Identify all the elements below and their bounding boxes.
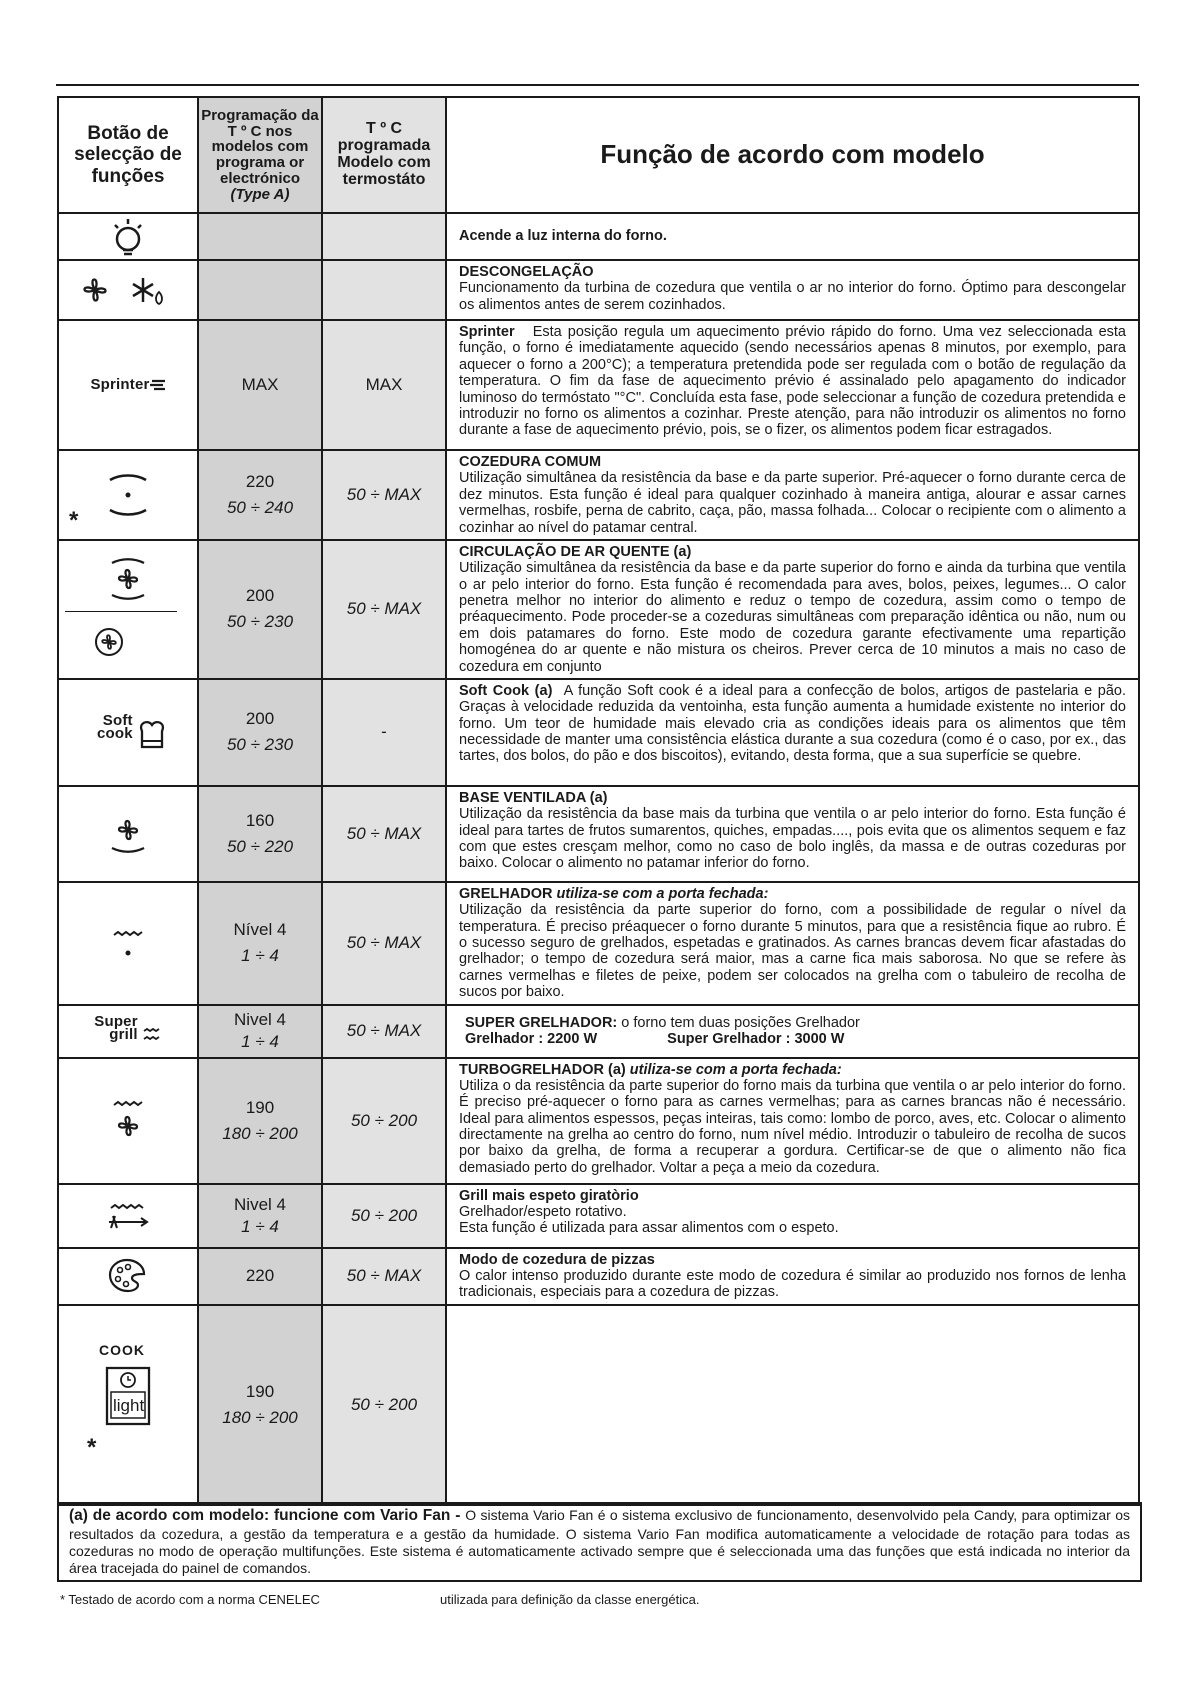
table-row: [58, 213, 1139, 260]
table-row: [58, 786, 1139, 882]
prog-temp: 200 50 ÷ 230: [198, 540, 322, 679]
prog-temp: 160 50 ÷ 220: [198, 786, 322, 882]
function-description: TURBOGRELHADOR (a) utiliza-se com a porta fechada: Utiliza o da resistência da parte superior do forno mais da turbina que ventila o ar pelo interior do forno. É preciso pré-aquecer o forno para as carnes vermelhas; para as carnes brancas não é necessário. Ideal para alimentos espessos, peças inteiras, tais como: lombo de porco, aves, etc. Colocar o alimento directamente na grelha ao centro do forno, num nível médio. Introduzir o tabuleiro de recolha de sucos por baixo da grelha, de forma a recuperar a gordura. Certificar-se de que o alimento não fica demasiado perto do grelhador. Voltar a peça a meio da cozedura.: [446, 1058, 1139, 1184]
thermo-temp: 50 ÷ 200: [322, 1184, 446, 1248]
prog-temp: [198, 260, 322, 320]
function-description: GRELHADOR utiliza-se com a porta fechada: Utilização da resistência da parte superior do forno, com a possibilidade de regular o nível da temperatura. É preciso préaquecer o forno durante 5 minutos, para que a resistência fique ao rubro. É o sucesso seguro de grelhados, espetadas e gratinados. As carnes brancas devem ficar afastadas do grelhador; o tempo de cozedura será maior, mas a carne fica mais saborosa. No que se refere às carnes vermelhas e filetes de peixe, podem ser colocados na grelha com o tabuleiro de recolha de sucos por baixo.: [446, 882, 1139, 1005]
fan-bottom-icon: [58, 786, 198, 882]
cenelec-note: * Testado de acordo com a norma CENELEC: [60, 1592, 320, 1607]
function-description: Modo de cozedura de pizzas O calor intenso produzido durante este modo de cozedura é similar ao produzido nos fornos de lenha tradicionais, especiais para a cozedura de pizzas.: [446, 1248, 1139, 1305]
thermo-temp: 50 ÷ MAX: [322, 1005, 446, 1058]
header-selector: Botão de selecção de funções: [58, 97, 198, 213]
function-description: Soft Cook (a) A função Soft cook é a ideal para a confecção de bolos, artigos de pastelaria e pão. Graças à velocidade reduzida da ventoinha, esta função aumenta a humidade existente no interior do forno. Um teor de humidade mais elevado cria as condições ideais para os alimentos que têm necessidade de manter uma consistência elástica durante a sua cozedura (como é o caso, por ex., das tartes, dos bolos, do pão e dos biscoitos), evitando, desta forma, que a sua superfície se quebre.: [446, 679, 1139, 786]
function-description: SUPER GRELHADOR: o forno tem duas posições Grelhador Grelhador : 2200 W Super Grelhador : 3000 W: [446, 1005, 1139, 1058]
cenelec-star: *: [87, 1433, 97, 1461]
grill-icon: [58, 882, 198, 1005]
table-row: [58, 882, 1139, 1005]
energy-class-note: utilizada para definição da classe energética.: [440, 1592, 700, 1607]
fan-top-bottom-icon: [58, 540, 198, 679]
pizza-icon: [58, 1248, 198, 1305]
header-row: [58, 97, 1139, 213]
function-description: COZEDURA COMUM Utilização simultânea da resistência da base e da parte superior. Pré-aquecer o forno durante cerca de dez minutos. Esta função é ideal para qualquer cozinhado à maneira antiga, alourar e assar carnes vermelhas, rosbife, perna de cabrito, caça, pão, massa folhada... Colocar o recipiente com o alimento a cozinhar ao nível do patamar central.: [446, 450, 1139, 540]
prog-temp: Nivel 4 1 ÷ 4: [198, 1005, 322, 1058]
thermo-temp: -: [322, 679, 446, 786]
table-row: [58, 320, 1139, 450]
function-description: CIRCULAÇÃO DE AR QUENTE (a) Utilização simultânea da resistência da base e da parte superior do forno e ainda da turbina que ventila o ar pelo interior do forno. Esta função é recomendada para aves, bolos, peixes, legumes... O calor penetra melhor no interior do alimento e reduz o tempo de cozedura, assim como o tempo de préaquecimento. Pode proceder-se a cozeduras simultâneas com preparação idêntica ou não, num ou em dois patamares do forno. Este modo de cozedura garante efectivamente uma repartição homogénea do ar quente e não mistura os cheiros. Prever cerca de 10 minutos a mais no caso de cozedura em conjunto: [446, 540, 1139, 679]
prog-temp: 220 50 ÷ 240: [198, 450, 322, 540]
table-row: [58, 1184, 1139, 1248]
thermo-temp: 50 ÷ MAX: [322, 1248, 446, 1305]
rotisserie-icon: [58, 1184, 198, 1248]
prog-temp: [198, 213, 322, 260]
function-description: [446, 1305, 1139, 1505]
table-row: [58, 1058, 1139, 1184]
functions-table: [57, 96, 1140, 1506]
table-row: [58, 679, 1139, 786]
table-row: [58, 260, 1139, 320]
vario-fan-icon: [59, 612, 197, 672]
prog-temp: MAX: [198, 320, 322, 450]
table-row: [58, 1248, 1139, 1305]
header-function: Função de acordo com modelo: [446, 97, 1139, 213]
table-row: [58, 450, 1139, 540]
function-description: BASE VENTILADA (a) Utilização da resistência da base mais da turbina que ventila o ar pelo interior do forno. Esta função é ideal para tartes de frutos sumarentos, quiches, empadas...., pois evita que os alimentos sequem e faz com que estes cresçam melhor, como no caso de bolo inglês, da massa e de outras cozeduras por baixo. Colocar o alimento no patamar inferior do forno.: [446, 786, 1139, 882]
thermo-temp: 50 ÷ MAX: [322, 450, 446, 540]
vario-fan-note: (a) de acordo com modelo: funcione com Vario Fan - O sistema Vario Fan é o sistema exclusivo de funcionamento, desenvolvido pela Candy, para optimizar os resultados da cozedura, a gestão da temperatura e a gestão da humidade. O sistema Vario Fan modifica automaticamente a velocidade de rotação para todas as cozeduras no modo de operação multifunções. Este sistema é automaticamente activado sempre que é seleccionada uma das funções que está indicada no interior da área tracejada do painel de comandos.: [57, 1502, 1142, 1582]
cenelec-star: *: [69, 506, 79, 534]
thermo-temp: 50 ÷ 200: [322, 1058, 446, 1184]
thermo-temp: 50 ÷ MAX: [322, 786, 446, 882]
thermo-temp: MAX: [322, 320, 446, 450]
cook-light-icon: COOK light *: [58, 1305, 198, 1505]
header-thermostat: T º C programada Modelo com termostáto: [322, 97, 446, 213]
prog-temp: 190 180 ÷ 200: [198, 1305, 322, 1505]
function-description: DESCONGELAÇÃO Funcionamento da turbina de cozedura que ventila o ar no interior do forno. Óptimo para descongelar os alimentos antes de serem cozinhados.: [446, 260, 1139, 320]
conventional-icon: [58, 450, 198, 540]
thermo-temp: [322, 213, 446, 260]
thermo-temp: 50 ÷ 200: [322, 1305, 446, 1505]
prog-temp: Nível 4 1 ÷ 4: [198, 882, 322, 1005]
defrost-icon: [58, 260, 198, 320]
top-rule: [56, 84, 1139, 86]
prog-temp: 200 50 ÷ 230: [198, 679, 322, 786]
function-description: Grill mais espeto giratòrio Grelhador/espeto rotativo. Esta função é utilizada para assar alimentos com o espeto.: [446, 1184, 1139, 1248]
prog-temp: 220: [198, 1248, 322, 1305]
lamp-icon: [58, 213, 198, 260]
thermo-temp: 50 ÷ MAX: [322, 882, 446, 1005]
header-programmed: Programação da T º C nos modelos com programa or electrónico (Type A): [198, 97, 322, 213]
prog-temp: 190 180 ÷ 200: [198, 1058, 322, 1184]
sprinter-icon: Sprinter: [58, 320, 198, 450]
function-description: Acende a luz interna do forno.: [446, 213, 1139, 260]
table-row: [58, 540, 1139, 679]
soft-cook-icon: Soft cook: [58, 679, 198, 786]
thermo-temp: [322, 260, 446, 320]
table-row: [58, 1305, 1139, 1505]
table-row: [58, 1005, 1139, 1058]
prog-temp: Nivel 4 1 ÷ 4: [198, 1184, 322, 1248]
thermo-temp: 50 ÷ MAX: [322, 540, 446, 679]
turbo-grill-icon: [58, 1058, 198, 1184]
function-description: Sprinter Esta posição regula um aquecimento prévio rápido do forno. Uma vez seleccionada esta função, o forno é imediatamente aquecido (sendo necessários apenas 8 minutos, por exemplo, para aquecer o forno a 200°C); a temperatura pretendida pode ser regulada com o botão de regulação da temperatura. O fim da fase de aquecimento prévio é assinalado pelo apagamento do indicador luminoso do termóstato "°C". Concluída esta fase, pode seleccionar a função de cozedura pretendida e introduzir no forno os alimentos a cozinhar. Preste atenção, para não introduzir os alimentos no forno durante a fase de aquecimento prévio, pois, se o fizer, os alimentos podem ficar estragados.: [446, 320, 1139, 450]
super-grill-icon: Super grill: [58, 1005, 198, 1058]
